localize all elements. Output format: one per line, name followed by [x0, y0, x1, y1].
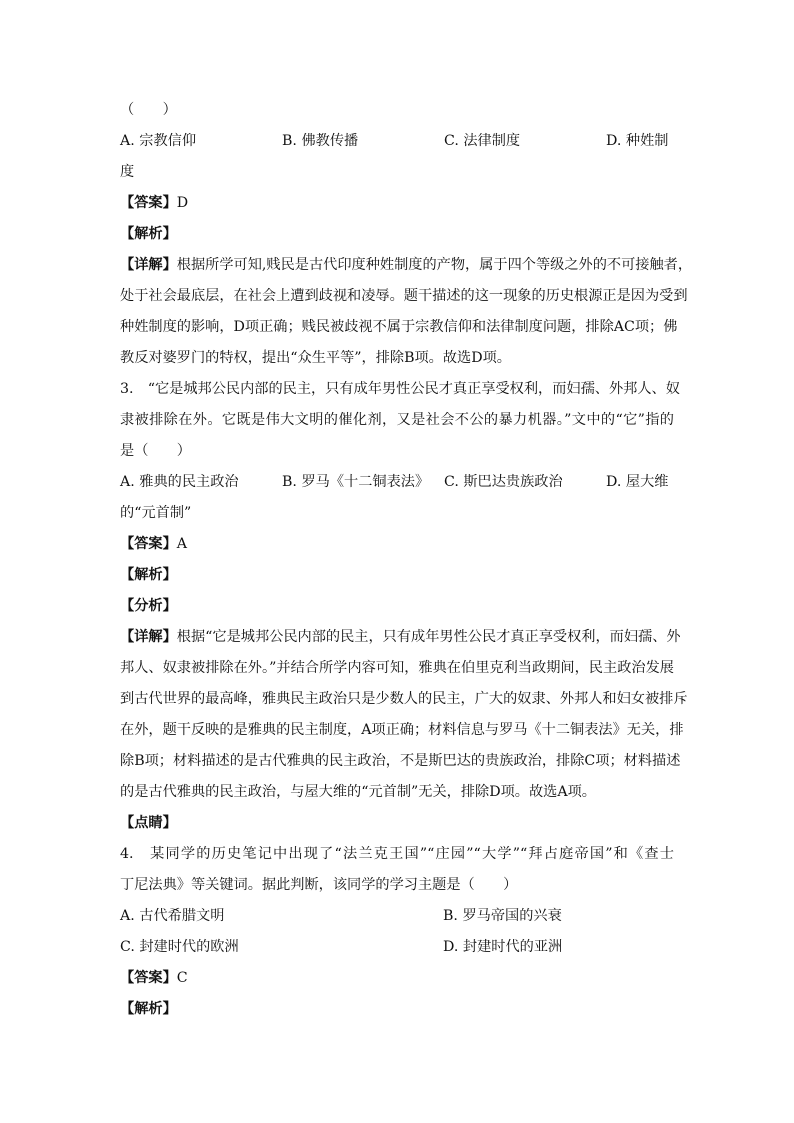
document-page: [120, 95, 693, 1025]
q3-analysis-tag: 【解析】: [120, 567, 177, 583]
q3-fenxi-tag: 【分析】: [120, 598, 177, 614]
q4-option-c: C. 封建时代的欧洲: [120, 939, 239, 955]
q3-answer: [120, 529, 674, 560]
q4-analysis-tag: 【解析】: [120, 1001, 177, 1017]
q3-stem-line: 是（ ）: [120, 443, 191, 459]
q4-options-row-2: [120, 932, 674, 963]
q3-detail-line: 【详解】根据“它是城邦公民内部的民主，只有成年男性公民才真正享受权利，而妇孺、外: [120, 629, 681, 645]
q2-option-b: B. 佛教传播: [282, 133, 359, 149]
q4-stem-line: 丁尼法典》等关键词。据此判断，该同学的学习主题是（ ）: [120, 877, 518, 893]
q2-option-d: D. 种姓制: [606, 133, 669, 149]
q4-options-row-1: [120, 901, 674, 932]
q2-stem-end: （ ）: [120, 102, 177, 118]
q2-detail-line: 种姓制度的影响，D项正确；贱民被歧视不属于宗教信仰和法律制度问题，排除AC项；佛: [120, 319, 678, 335]
q3-option-a: A. 雅典的民主政治: [120, 474, 239, 490]
q3-detail-line: 到古代世界的最高峰，雅典民主政治只是少数人的民主，广大的奴隶、外邦人和妇女被排斥: [120, 691, 688, 707]
detail-tag: 【详解】: [120, 629, 177, 645]
q3-detail-line: 在外，题干反映的是雅典的民主制度，A项正确；材料信息与罗马《十二铜表法》无关，排: [120, 722, 684, 738]
q2-option-a: A. 宗教信仰: [120, 133, 197, 149]
answer-tag: 【答案】: [120, 195, 177, 211]
q4-stem-line: 4. 某同学的历史笔记中出现了“法兰克王国”“庄园”“大学”“拜占庭帝国”和《查士: [120, 846, 674, 862]
answer-value: C: [176, 970, 188, 986]
answer-tag: 【答案】: [120, 970, 177, 986]
q3-detail-line: 除B项；材料描述的是古代雅典的民主政治，不是斯巴达的贵族政治，排除C项；材料描述: [120, 753, 681, 769]
q2-detail-line: 教反对婆罗门的特权，提出“众生平等”，排除B项。故选D项。: [120, 350, 511, 366]
q2-options: [120, 126, 674, 157]
answer-value: A: [176, 536, 188, 552]
q3-stem-line: 隶被排除在外。它既是伟大文明的催化剂，又是社会不公的暴力机器。”文中的“它”指的: [120, 412, 674, 428]
q2-analysis-tag: 【解析】: [120, 226, 177, 242]
q2-option-wrap: 度: [120, 164, 135, 180]
answer-tag: 【答案】: [120, 536, 177, 552]
answer-value: D: [176, 195, 189, 211]
q2-answer: [120, 188, 674, 219]
q2-detail-line: 【详解】根据所学可知,贱民是古代印度种姓制度的产物，属于四个等级之外的不可接触者，: [120, 257, 693, 273]
q3-detail-line: 邦人、奴隶被排除在外。”并结合所学内容可知，雅典在伯里克利当政期间，民主政治发展: [120, 660, 674, 676]
q4-option-a: A. 古代希腊文明: [120, 908, 225, 924]
q3-option-b: B. 罗马《十二铜表法》: [282, 474, 430, 490]
q3-detail-line: 的是古代雅典的民主政治，与屋大维的“元首制”无关，排除D项。故选A项。: [120, 784, 596, 800]
q4-answer: [120, 963, 674, 994]
detail-tag: 【详解】: [120, 257, 177, 273]
q3-options: [120, 467, 674, 498]
q3-option-c: C. 斯巴达贵族政治: [444, 474, 563, 490]
q3-option-d: D. 屋大维: [606, 474, 669, 490]
q2-detail-line: 处于社会最底层，在社会上遭到歧视和凌辱。题干描述的这一现象的历史根源正是因为受到: [120, 288, 688, 304]
q3-dianjing-tag: 【点睛】: [120, 815, 177, 831]
q3-option-wrap: 的“元首制”: [120, 505, 192, 521]
q4-option-d: D. 封建时代的亚洲: [443, 939, 563, 955]
q2-option-c: C. 法律制度: [444, 133, 521, 149]
q4-option-b: B. 罗马帝国的兴衰: [443, 908, 562, 924]
q3-stem-line: 3. “它是城邦公民内部的民主，只有成年男性公民才真正享受权利，而妇孺、外邦人、奴: [120, 381, 680, 397]
